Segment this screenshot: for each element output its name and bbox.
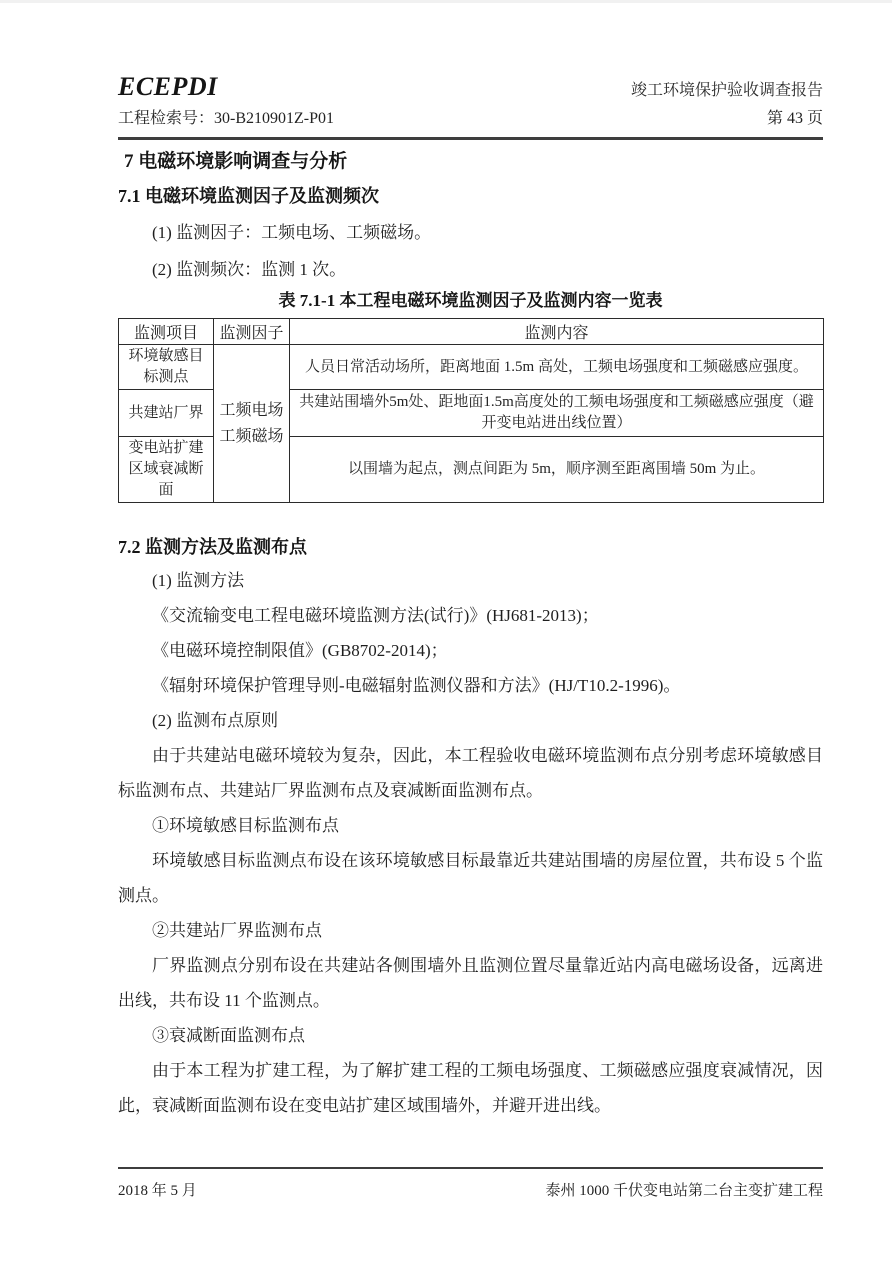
- s72-method-ref-2: 《电磁环境控制限值》(GB8702-2014)；: [152, 641, 448, 660]
- doc-index-number: 工程检索号：30-B210901Z-P01: [118, 110, 335, 127]
- s71-item-2: (2) 监测频次：监测 1 次。: [152, 260, 347, 279]
- table-header-row: [119, 319, 824, 345]
- footer-project-name: 泰州 1000 千伏变电站第二台主变扩建工程: [545, 1183, 823, 1199]
- page-number: 第 43 页: [766, 110, 823, 127]
- row2-item: 共建站厂界: [119, 390, 214, 437]
- s72-subpoint-1: ①环境敏感目标监测布点: [152, 816, 339, 835]
- footer-rule: [118, 1167, 823, 1169]
- s72-paragraph: 由于本工程为扩建工程，为了解扩建工程的工频电场强度、工频磁感应强度衰减情况，因此，衰减断面监测布设在变电站扩建区域围墙外，并避开进出线。: [118, 1061, 823, 1115]
- header-meta-row: [118, 109, 823, 129]
- table-caption: 表 7.1-1 本工程电磁环境监测因子及监测内容一览表: [278, 291, 663, 310]
- section-7-1-title: 7.1 电磁环境监测因子及监测频次: [118, 186, 379, 206]
- row3-content: 以围墙为起点，测点间距为 5m，顺序测至距离围墙 50m 为止。: [290, 437, 824, 503]
- s72-method-ref-1: 《交流输变电工程电磁环境监测方法(试行)》(HJ681-2013)；: [152, 606, 599, 625]
- row3-item: 变电站扩建区域衰减断面: [119, 437, 214, 503]
- s72-paragraph: 厂界监测点分别布设在共建站各侧围墙外且监测位置尽量靠近站内高电磁场设备，远离进出线，共布设 11 个监测点。: [118, 956, 823, 1010]
- s72-method-ref-3: 《辐射环境保护管理导则-电磁辐射监测仪器和方法》(HJ/T10.2-1996)。: [152, 676, 681, 695]
- row1-content: 人员日常活动场所，距离地面 1.5m 高处，工频电场强度和工频磁感应强度。: [290, 345, 824, 390]
- section-7-2-title: 7.2 监测方法及监测布点: [118, 537, 307, 557]
- row1-item: 环境敏感目标测点: [119, 345, 214, 390]
- s72-paragraph: (2) 监测布点原则: [152, 711, 279, 730]
- s72-subpoint-3: ③衰减断面监测布点: [152, 1026, 305, 1045]
- s72-paragraph: 环境敏感目标监测点布设在该环境敏感目标最靠近共建站围墙的房屋位置，共布设 5 个监测点。: [118, 851, 823, 905]
- s72-paragraph: (1) 监测方法: [152, 571, 245, 590]
- factor-line-2: 工频磁场: [219, 427, 284, 445]
- col-header-item: 监测项目: [119, 319, 214, 345]
- s72-paragraph: 由于共建站电磁环境较为复杂，因此，本工程验收电磁环境监测布点分别考虑环境敏感目标监测布点、共建站厂界监测布点及衰减断面监测布点。: [118, 746, 823, 800]
- table-row: [119, 345, 824, 390]
- factor-line-1: 工频电场: [219, 401, 284, 419]
- page-footer: [118, 1167, 823, 1201]
- section-7-title: 7 电磁环境影响调查与分析: [124, 151, 348, 172]
- footer-date: 2018 年 5 月: [118, 1183, 197, 1199]
- header-rule: [118, 137, 823, 140]
- row2-content: 共建站围墙外5m处、距地面1.5m高度处的工频电场强度和工频磁感应强度（避开变电站进出线位置）: [290, 390, 824, 437]
- s72-subpoint-2: ②共建站厂界监测布点: [152, 921, 322, 940]
- col-header-factor: 监测因子: [214, 319, 290, 345]
- monitoring-table: [118, 318, 824, 503]
- col-header-content: 监测内容: [290, 319, 824, 345]
- factor-cell: [214, 345, 290, 503]
- page-header: [118, 73, 823, 101]
- s71-item-1: (1) 监测因子：工频电场、工频磁场。: [152, 223, 432, 242]
- ecepdi-logo: ECEPDI: [118, 72, 218, 101]
- report-title: 竣工环境保护验收调查报告: [630, 82, 823, 99]
